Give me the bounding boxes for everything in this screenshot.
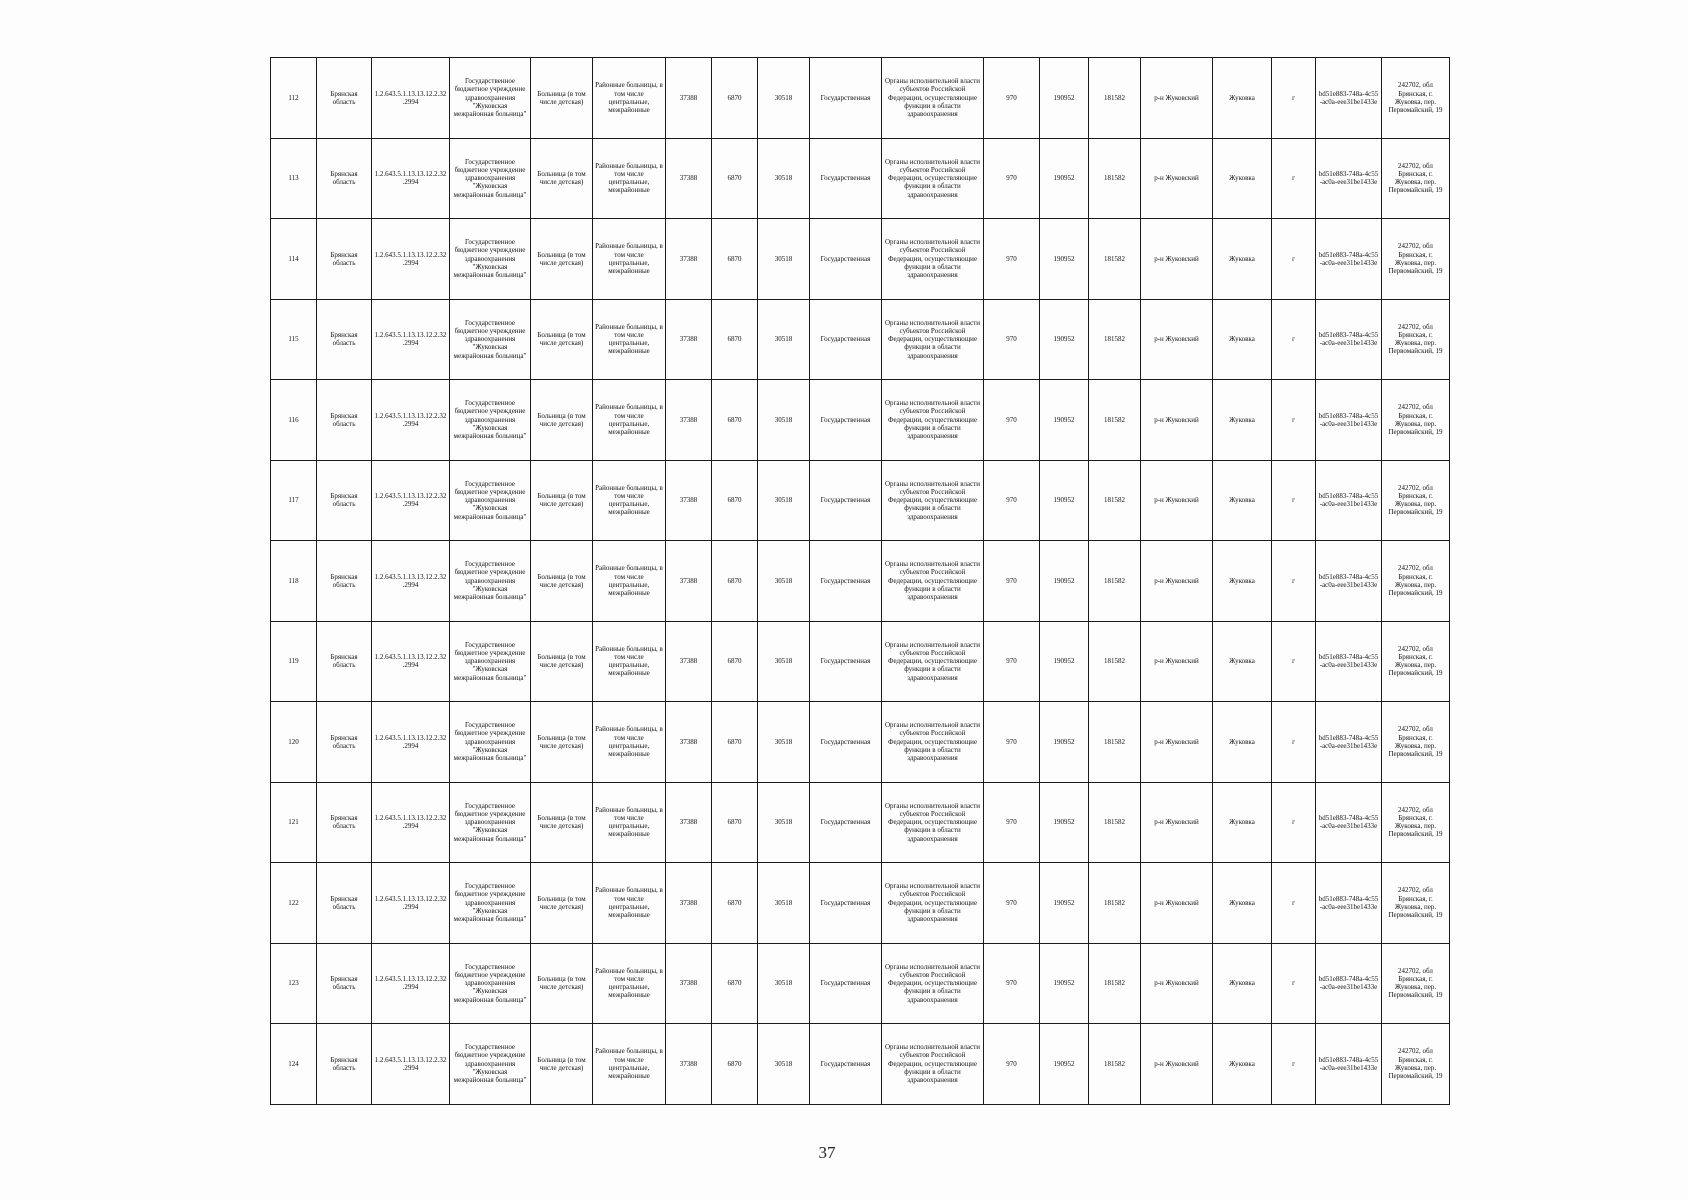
cell-value-1: 37388 [666,58,712,139]
cell-facility-subtype: Районные больницы, в том числе центральные, межрайонные [593,1024,666,1105]
cell-ownership: Государственная [810,380,882,461]
cell-facility-type: Больница (в том числе детская) [531,460,593,541]
cell-num: 112 [271,58,317,139]
cell-value-3: 30518 [758,219,810,300]
cell-guid: bd51e883-748a-4c55-ac0a-eee31be1433e [1316,782,1382,863]
cell-facility-type: Больница (в том числе детская) [531,219,593,300]
cell-locality: Жуковка [1213,943,1272,1024]
cell-address: 242702, обл Брянская, г. Жуковка, пер. Первомайский, 19 [1382,219,1450,300]
cell-institution: Государственное бюджетное учреждение здравоохранения "Жуковская межрайонная больница" [450,219,531,300]
cell-district: р-н Жуковский [1141,782,1213,863]
cell-value-6: 181582 [1089,621,1141,702]
cell-locality-type: г [1272,782,1316,863]
cell-value-4: 970 [984,380,1040,461]
cell-value-1: 37388 [666,1024,712,1105]
cell-address: 242702, обл Брянская, г. Жуковка, пер. Первомайский, 19 [1382,863,1450,944]
cell-code: 1.2.643.5.1.13.13.12.2.32.2994 [372,863,450,944]
cell-value-4: 970 [984,702,1040,783]
cell-num: 123 [271,943,317,1024]
cell-locality: Жуковка [1213,58,1272,139]
cell-authority: Органы исполнительной власти субъектов Российской Федерации, осуществляющие функции в области здравоохранения [882,621,984,702]
cell-facility-subtype: Районные больницы, в том числе центральные, межрайонные [593,219,666,300]
cell-address: 242702, обл Брянская, г. Жуковка, пер. Первомайский, 19 [1382,58,1450,139]
cell-region: Брянская область [317,541,372,622]
cell-value-4: 970 [984,863,1040,944]
cell-locality: Жуковка [1213,219,1272,300]
cell-value-3: 30518 [758,299,810,380]
cell-ownership: Государственная [810,782,882,863]
cell-region: Брянская область [317,702,372,783]
cell-value-6: 181582 [1089,380,1141,461]
cell-institution: Государственное бюджетное учреждение здравоохранения "Жуковская межрайонная больница" [450,541,531,622]
cell-value-2: 6870 [712,380,758,461]
cell-value-5: 190952 [1040,219,1089,300]
cell-value-2: 6870 [712,1024,758,1105]
table-row [271,138,1450,219]
cell-district: р-н Жуковский [1141,219,1213,300]
cell-num: 114 [271,219,317,300]
cell-guid: bd51e883-748a-4c55-ac0a-eee31be1433e [1316,943,1382,1024]
cell-guid: bd51e883-748a-4c55-ac0a-eee31be1433e [1316,702,1382,783]
cell-ownership: Государственная [810,702,882,783]
cell-num: 122 [271,863,317,944]
cell-facility-subtype: Районные больницы, в том числе центральные, межрайонные [593,541,666,622]
cell-authority: Органы исполнительной власти субъектов Российской Федерации, осуществляющие функции в области здравоохранения [882,299,984,380]
cell-locality: Жуковка [1213,541,1272,622]
cell-value-1: 37388 [666,782,712,863]
cell-locality-type: г [1272,702,1316,783]
cell-value-3: 30518 [758,702,810,783]
cell-ownership: Государственная [810,621,882,702]
cell-value-2: 6870 [712,621,758,702]
cell-locality: Жуковка [1213,299,1272,380]
cell-num: 115 [271,299,317,380]
cell-authority: Органы исполнительной власти субъектов Российской Федерации, осуществляющие функции в области здравоохранения [882,541,984,622]
cell-facility-type: Больница (в том числе детская) [531,138,593,219]
cell-value-6: 181582 [1089,219,1141,300]
cell-num: 120 [271,702,317,783]
cell-value-3: 30518 [758,138,810,219]
cell-num: 116 [271,380,317,461]
cell-code: 1.2.643.5.1.13.13.12.2.32.2994 [372,541,450,622]
cell-institution: Государственное бюджетное учреждение здравоохранения "Жуковская межрайонная больница" [450,702,531,783]
cell-code: 1.2.643.5.1.13.13.12.2.32.2994 [372,460,450,541]
cell-guid: bd51e883-748a-4c55-ac0a-eee31be1433e [1316,380,1382,461]
cell-value-2: 6870 [712,138,758,219]
cell-value-4: 970 [984,460,1040,541]
cell-code: 1.2.643.5.1.13.13.12.2.32.2994 [372,219,450,300]
cell-value-5: 190952 [1040,138,1089,219]
cell-institution: Государственное бюджетное учреждение здравоохранения "Жуковская межрайонная больница" [450,138,531,219]
cell-locality-type: г [1272,1024,1316,1105]
cell-district: р-н Жуковский [1141,943,1213,1024]
cell-facility-type: Больница (в том числе детская) [531,621,593,702]
cell-authority: Органы исполнительной власти субъектов Российской Федерации, осуществляющие функции в области здравоохранения [882,380,984,461]
cell-value-5: 190952 [1040,943,1089,1024]
cell-institution: Государственное бюджетное учреждение здравоохранения "Жуковская межрайонная больница" [450,1024,531,1105]
cell-value-5: 190952 [1040,299,1089,380]
cell-value-4: 970 [984,541,1040,622]
cell-address: 242702, обл Брянская, г. Жуковка, пер. Первомайский, 19 [1382,138,1450,219]
cell-locality-type: г [1272,219,1316,300]
cell-value-1: 37388 [666,138,712,219]
cell-region: Брянская область [317,863,372,944]
table-row [271,702,1450,783]
cell-district: р-н Жуковский [1141,460,1213,541]
cell-address: 242702, обл Брянская, г. Жуковка, пер. Первомайский, 19 [1382,460,1450,541]
cell-locality: Жуковка [1213,863,1272,944]
cell-value-1: 37388 [666,943,712,1024]
cell-ownership: Государственная [810,138,882,219]
cell-value-2: 6870 [712,219,758,300]
table-row [271,782,1450,863]
cell-facility-subtype: Районные больницы, в том числе центральные, межрайонные [593,943,666,1024]
cell-value-1: 37388 [666,702,712,783]
cell-facility-type: Больница (в том числе детская) [531,702,593,783]
cell-locality: Жуковка [1213,621,1272,702]
cell-locality: Жуковка [1213,380,1272,461]
cell-facility-type: Больница (в том числе детская) [531,299,593,380]
cell-institution: Государственное бюджетное учреждение здравоохранения "Жуковская межрайонная больница" [450,299,531,380]
cell-value-1: 37388 [666,219,712,300]
cell-guid: bd51e883-748a-4c55-ac0a-eee31be1433e [1316,863,1382,944]
cell-num: 119 [271,621,317,702]
cell-value-4: 970 [984,58,1040,139]
cell-authority: Органы исполнительной власти субъектов Российской Федерации, осуществляющие функции в области здравоохранения [882,943,984,1024]
cell-value-4: 970 [984,138,1040,219]
cell-region: Брянская область [317,299,372,380]
cell-ownership: Государственная [810,541,882,622]
cell-value-2: 6870 [712,299,758,380]
cell-num: 113 [271,138,317,219]
cell-facility-subtype: Районные больницы, в том числе центральные, межрайонные [593,782,666,863]
cell-facility-subtype: Районные больницы, в том числе центральные, межрайонные [593,299,666,380]
table-row [271,621,1450,702]
cell-region: Брянская область [317,621,372,702]
cell-address: 242702, обл Брянская, г. Жуковка, пер. Первомайский, 19 [1382,782,1450,863]
table-row [271,863,1450,944]
cell-facility-subtype: Районные больницы, в том числе центральные, межрайонные [593,138,666,219]
cell-value-3: 30518 [758,943,810,1024]
cell-value-3: 30518 [758,863,810,944]
cell-code: 1.2.643.5.1.13.13.12.2.32.2994 [372,138,450,219]
cell-value-1: 37388 [666,863,712,944]
cell-value-5: 190952 [1040,702,1089,783]
cell-value-4: 970 [984,299,1040,380]
table-row [271,943,1450,1024]
cell-institution: Государственное бюджетное учреждение здравоохранения "Жуковская межрайонная больница" [450,943,531,1024]
cell-locality-type: г [1272,863,1316,944]
cell-facility-type: Больница (в том числе детская) [531,380,593,461]
cell-facility-type: Больница (в том числе детская) [531,541,593,622]
cell-facility-subtype: Районные больницы, в том числе центральные, межрайонные [593,380,666,461]
cell-guid: bd51e883-748a-4c55-ac0a-eee31be1433e [1316,219,1382,300]
cell-ownership: Государственная [810,219,882,300]
cell-address: 242702, обл Брянская, г. Жуковка, пер. Первомайский, 19 [1382,1024,1450,1105]
cell-num: 118 [271,541,317,622]
cell-value-4: 970 [984,1024,1040,1105]
cell-value-3: 30518 [758,621,810,702]
cell-address: 242702, обл Брянская, г. Жуковка, пер. Первомайский, 19 [1382,621,1450,702]
cell-authority: Органы исполнительной власти субъектов Российской Федерации, осуществляющие функции в области здравоохранения [882,782,984,863]
cell-locality-type: г [1272,138,1316,219]
cell-district: р-н Жуковский [1141,380,1213,461]
cell-num: 121 [271,782,317,863]
cell-region: Брянская область [317,943,372,1024]
cell-facility-type: Больница (в том числе детская) [531,782,593,863]
cell-value-1: 37388 [666,541,712,622]
cell-value-4: 970 [984,621,1040,702]
cell-facility-type: Больница (в том числе детская) [531,863,593,944]
table-row [271,541,1450,622]
table-row [271,380,1450,461]
cell-value-2: 6870 [712,863,758,944]
cell-ownership: Государственная [810,943,882,1024]
cell-num: 117 [271,460,317,541]
cell-locality-type: г [1272,299,1316,380]
table-row [271,1024,1450,1105]
cell-ownership: Государственная [810,863,882,944]
cell-guid: bd51e883-748a-4c55-ac0a-eee31be1433e [1316,1024,1382,1105]
cell-value-6: 181582 [1089,702,1141,783]
cell-guid: bd51e883-748a-4c55-ac0a-eee31be1433e [1316,58,1382,139]
cell-district: р-н Жуковский [1141,541,1213,622]
cell-value-6: 181582 [1089,1024,1141,1105]
cell-value-3: 30518 [758,541,810,622]
cell-code: 1.2.643.5.1.13.13.12.2.32.2994 [372,58,450,139]
cell-locality: Жуковка [1213,782,1272,863]
cell-facility-subtype: Районные больницы, в том числе центральные, межрайонные [593,58,666,139]
cell-value-3: 30518 [758,58,810,139]
cell-facility-type: Больница (в том числе детская) [531,58,593,139]
cell-value-3: 30518 [758,1024,810,1105]
cell-region: Брянская область [317,58,372,139]
table-row [271,58,1450,139]
cell-district: р-н Жуковский [1141,621,1213,702]
cell-authority: Органы исполнительной власти субъектов Российской Федерации, осуществляющие функции в области здравоохранения [882,1024,984,1105]
cell-value-4: 970 [984,782,1040,863]
cell-value-1: 37388 [666,380,712,461]
cell-region: Брянская область [317,460,372,541]
cell-value-3: 30518 [758,782,810,863]
cell-code: 1.2.643.5.1.13.13.12.2.32.2994 [372,702,450,783]
table-row [271,219,1450,300]
cell-institution: Государственное бюджетное учреждение здравоохранения "Жуковская межрайонная больница" [450,380,531,461]
cell-guid: bd51e883-748a-4c55-ac0a-eee31be1433e [1316,541,1382,622]
cell-authority: Органы исполнительной власти субъектов Российской Федерации, осуществляющие функции в области здравоохранения [882,219,984,300]
cell-value-6: 181582 [1089,138,1141,219]
cell-institution: Государственное бюджетное учреждение здравоохранения "Жуковская межрайонная больница" [450,782,531,863]
cell-value-4: 970 [984,943,1040,1024]
cell-locality: Жуковка [1213,138,1272,219]
cell-locality-type: г [1272,943,1316,1024]
cell-address: 242702, обл Брянская, г. Жуковка, пер. Первомайский, 19 [1382,702,1450,783]
cell-code: 1.2.643.5.1.13.13.12.2.32.2994 [372,621,450,702]
cell-value-5: 190952 [1040,58,1089,139]
cell-value-2: 6870 [712,460,758,541]
cell-value-6: 181582 [1089,541,1141,622]
cell-institution: Государственное бюджетное учреждение здравоохранения "Жуковская межрайонная больница" [450,58,531,139]
cell-value-5: 190952 [1040,621,1089,702]
cell-institution: Государственное бюджетное учреждение здравоохранения "Жуковская межрайонная больница" [450,863,531,944]
cell-num: 124 [271,1024,317,1105]
cell-code: 1.2.643.5.1.13.13.12.2.32.2994 [372,1024,450,1105]
cell-ownership: Государственная [810,1024,882,1105]
cell-region: Брянская область [317,782,372,863]
cell-institution: Государственное бюджетное учреждение здравоохранения "Жуковская межрайонная больница" [450,621,531,702]
cell-guid: bd51e883-748a-4c55-ac0a-eee31be1433e [1316,299,1382,380]
cell-value-2: 6870 [712,943,758,1024]
cell-region: Брянская область [317,138,372,219]
cell-district: р-н Жуковский [1141,863,1213,944]
cell-region: Брянская область [317,219,372,300]
cell-value-5: 190952 [1040,380,1089,461]
page-number: 37 [818,1143,836,1162]
cell-code: 1.2.643.5.1.13.13.12.2.32.2994 [372,299,450,380]
cell-locality: Жуковка [1213,460,1272,541]
cell-district: р-н Жуковский [1141,702,1213,783]
cell-authority: Органы исполнительной власти субъектов Российской Федерации, осуществляющие функции в области здравоохранения [882,863,984,944]
cell-locality-type: г [1272,541,1316,622]
cell-value-4: 970 [984,219,1040,300]
cell-district: р-н Жуковский [1141,1024,1213,1105]
cell-institution: Государственное бюджетное учреждение здравоохранения "Жуковская межрайонная больница" [450,460,531,541]
cell-district: р-н Жуковский [1141,58,1213,139]
cell-address: 242702, обл Брянская, г. Жуковка, пер. Первомайский, 19 [1382,541,1450,622]
cell-ownership: Государственная [810,460,882,541]
cell-facility-subtype: Районные больницы, в том числе центральные, межрайонные [593,863,666,944]
cell-value-3: 30518 [758,460,810,541]
cell-district: р-н Жуковский [1141,138,1213,219]
cell-address: 242702, обл Брянская, г. Жуковка, пер. Первомайский, 19 [1382,943,1450,1024]
cell-value-6: 181582 [1089,58,1141,139]
cell-guid: bd51e883-748a-4c55-ac0a-eee31be1433e [1316,460,1382,541]
facilities-table [270,57,1450,1105]
cell-value-2: 6870 [712,702,758,783]
cell-value-6: 181582 [1089,460,1141,541]
cell-facility-type: Больница (в том числе детская) [531,943,593,1024]
cell-value-5: 190952 [1040,863,1089,944]
cell-value-2: 6870 [712,58,758,139]
cell-facility-subtype: Районные больницы, в том числе центральные, межрайонные [593,460,666,541]
table-row [271,460,1450,541]
cell-value-1: 37388 [666,460,712,541]
cell-authority: Органы исполнительной власти субъектов Российской Федерации, осуществляющие функции в области здравоохранения [882,58,984,139]
cell-locality-type: г [1272,380,1316,461]
cell-value-5: 190952 [1040,782,1089,863]
cell-authority: Органы исполнительной власти субъектов Российской Федерации, осуществляющие функции в области здравоохранения [882,702,984,783]
cell-region: Брянская область [317,380,372,461]
cell-value-6: 181582 [1089,299,1141,380]
cell-value-3: 30518 [758,380,810,461]
cell-region: Брянская область [317,1024,372,1105]
cell-ownership: Государственная [810,299,882,380]
cell-value-6: 181582 [1089,782,1141,863]
cell-guid: bd51e883-748a-4c55-ac0a-eee31be1433e [1316,138,1382,219]
cell-address: 242702, обл Брянская, г. Жуковка, пер. Первомайский, 19 [1382,380,1450,461]
cell-address: 242702, обл Брянская, г. Жуковка, пер. Первомайский, 19 [1382,299,1450,380]
table-row [271,299,1450,380]
cell-facility-subtype: Районные больницы, в том числе центральные, межрайонные [593,702,666,783]
cell-locality-type: г [1272,58,1316,139]
cell-district: р-н Жуковский [1141,299,1213,380]
cell-value-2: 6870 [712,782,758,863]
table-body [271,58,1450,1105]
cell-code: 1.2.643.5.1.13.13.12.2.32.2994 [372,380,450,461]
cell-value-5: 190952 [1040,460,1089,541]
cell-code: 1.2.643.5.1.13.13.12.2.32.2994 [372,943,450,1024]
cell-authority: Органы исполнительной власти субъектов Российской Федерации, осуществляющие функции в области здравоохранения [882,138,984,219]
cell-value-2: 6870 [712,541,758,622]
cell-value-5: 190952 [1040,541,1089,622]
cell-locality: Жуковка [1213,702,1272,783]
cell-value-6: 181582 [1089,943,1141,1024]
cell-value-1: 37388 [666,299,712,380]
cell-value-5: 190952 [1040,1024,1089,1105]
cell-facility-subtype: Районные больницы, в том числе центральные, межрайонные [593,621,666,702]
cell-value-6: 181582 [1089,863,1141,944]
cell-locality-type: г [1272,621,1316,702]
cell-ownership: Государственная [810,58,882,139]
cell-guid: bd51e883-748a-4c55-ac0a-eee31be1433e [1316,621,1382,702]
cell-code: 1.2.643.5.1.13.13.12.2.32.2994 [372,782,450,863]
cell-value-1: 37388 [666,621,712,702]
cell-locality: Жуковка [1213,1024,1272,1105]
cell-facility-type: Больница (в том числе детская) [531,1024,593,1105]
cell-locality-type: г [1272,460,1316,541]
cell-authority: Органы исполнительной власти субъектов Российской Федерации, осуществляющие функции в области здравоохранения [882,460,984,541]
